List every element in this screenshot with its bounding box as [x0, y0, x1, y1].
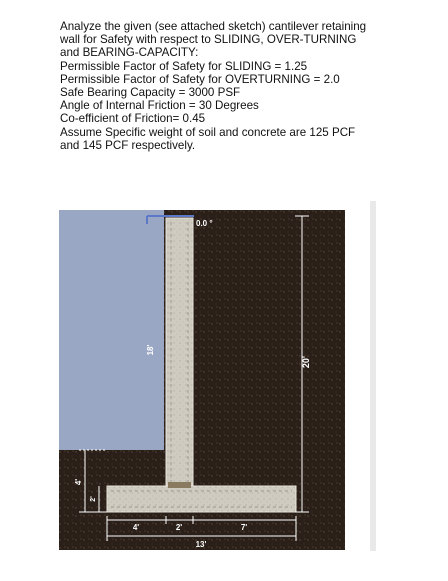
problem-line: Permissible Factor of Safety for OVERTURNING = 2.0	[60, 72, 340, 86]
left-height-label: 4'	[74, 478, 83, 486]
heel-width-label: 7'	[240, 523, 248, 532]
wall-stem	[166, 218, 193, 486]
problem-line: Analyze the given (see attached sketch) cantilever retaining	[60, 20, 367, 33]
sky-region	[59, 210, 164, 450]
problem-line: Safe Bearing Capacity = 3000 PSF	[60, 86, 241, 100]
problem-line: Permissible Factor of Safety for SLIDING = 1.25	[60, 59, 308, 73]
problem-line: wall for Safety with respect to SLIDING, OVER-TURNING	[60, 33, 357, 47]
sketch-drawing	[59, 210, 345, 550]
problem-line: Angle of Internal Friction = 30 Degrees	[60, 99, 259, 113]
problem-line: Assume Specific weight of soil and concrete are 125 PCF	[60, 125, 356, 139]
problem-line: Co-efficient of Friction= 0.45	[60, 112, 206, 126]
total-height-label: 20'	[301, 355, 311, 369]
stem-width-label: 2'	[175, 523, 183, 532]
problem-line: and BEARING-CAPACITY:	[60, 46, 199, 60]
backfill-slope-label: 0.0 °	[196, 219, 213, 228]
scrollbar-track[interactable]	[370, 201, 376, 551]
wall-base	[107, 486, 296, 512]
toe-width-label: 4'	[132, 523, 140, 532]
stem-height-label: 18'	[146, 344, 155, 356]
base-width-label: 13'	[195, 540, 207, 549]
problem-statement	[60, 20, 400, 152]
retaining-wall-sketch	[59, 210, 345, 550]
base-thickness-label: 2'	[90, 496, 97, 502]
stem-joint	[168, 482, 191, 488]
problem-line: and 145 PCF respectively.	[60, 138, 196, 152]
